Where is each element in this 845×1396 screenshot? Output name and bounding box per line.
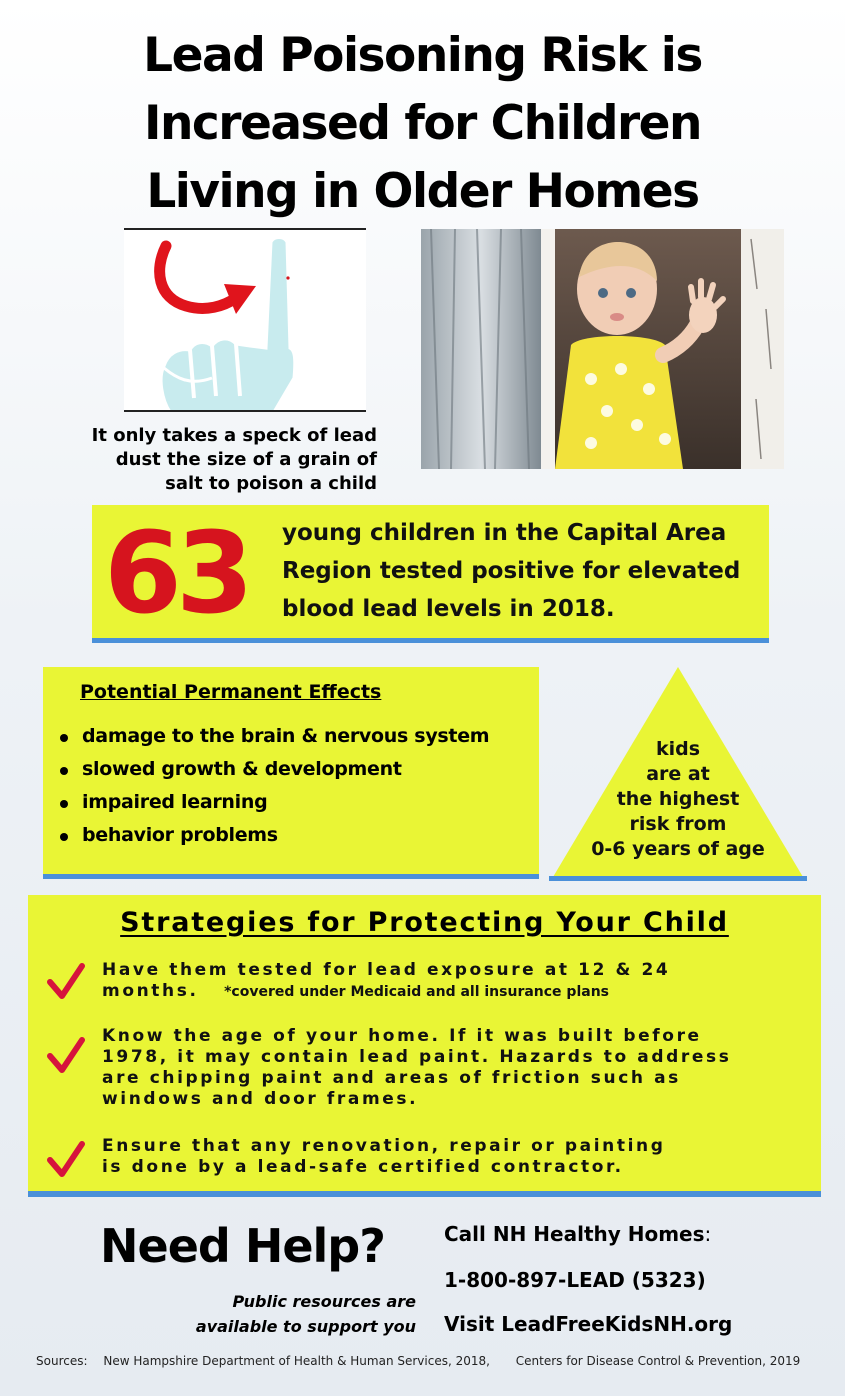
strategy-line: is done by a lead-safe certified contractor. <box>102 1157 624 1177</box>
strategy-item-contractor <box>102 1136 802 1178</box>
strategy-line: are chipping paint and areas of friction such as <box>102 1068 681 1088</box>
age-risk-line: are at <box>646 763 710 785</box>
sources-footer <box>36 1352 826 1370</box>
call-label-text: Call NH Healthy Homes <box>444 1222 705 1246</box>
age-risk-line: risk from <box>629 813 727 835</box>
strategies-title-text: Strategies for Protecting Your Child <box>120 907 729 938</box>
strategy-line: months. <box>102 981 199 1001</box>
age-risk-line: kids <box>655 738 701 760</box>
call-colon: : <box>704 1222 712 1246</box>
list-item: impaired learning <box>56 786 536 819</box>
public-note-line: Public resources are <box>232 1292 416 1311</box>
list-item: slowed growth & development <box>56 753 536 786</box>
strategy-line: windows and door frames. <box>102 1089 419 1109</box>
stat-description <box>282 514 762 628</box>
speck-caption-line: salt to poison a child <box>165 473 377 494</box>
page-title <box>30 22 815 226</box>
toddler-window-photo <box>421 229 784 469</box>
strategy-item-home-age <box>102 1026 814 1110</box>
title-line-1: Lead Poisoning Risk is <box>143 28 702 83</box>
website-link[interactable]: Visit LeadFreeKidsNH.org <box>444 1312 733 1336</box>
public-resources-note <box>150 1289 416 1339</box>
divider-line <box>124 228 366 230</box>
strategies-title <box>28 900 821 946</box>
toddler-photo-image <box>421 229 784 469</box>
pointing-finger-icon <box>124 228 366 412</box>
sources-label: Sources: <box>36 1354 88 1368</box>
age-risk-line: the highest <box>616 788 740 810</box>
speck-caption <box>40 424 377 496</box>
list-item: damage to the brain & nervous system <box>56 720 536 753</box>
stat-line: blood lead levels in 2018. <box>282 596 615 622</box>
checkmark-icon <box>46 1140 86 1180</box>
speck-caption-line: It only takes a speck of lead <box>91 425 377 446</box>
divider-line <box>124 410 366 412</box>
checkmark-icon <box>46 962 86 1002</box>
call-label <box>444 1221 824 1247</box>
phone-number[interactable]: 1-800-897-LEAD (5323) <box>444 1268 706 1292</box>
effects-title: Potential Permanent Effects <box>80 681 382 703</box>
stat-number: 63 <box>104 509 248 639</box>
need-help-heading: Need Help? <box>100 1219 385 1273</box>
list-item: behavior problems <box>56 819 536 852</box>
strategy-line: Know the age of your home. If it was built before <box>102 1026 702 1046</box>
stat-line: young children in the Capital Area <box>282 520 727 546</box>
insurance-note: *covered under Medicaid and all insurance plans <box>224 984 609 1000</box>
finger-illustration <box>124 228 366 412</box>
strategy-line: Have them tested for lead exposure at 12 & 24 <box>102 960 671 980</box>
age-risk-line: 0-6 years of age <box>591 838 765 860</box>
age-risk-text <box>560 737 796 862</box>
title-line-2: Increased for Children <box>143 96 702 151</box>
effects-list <box>56 720 536 852</box>
speck-caption-line: dust the size of a grain of <box>115 449 377 470</box>
stat-line: Region tested positive for elevated <box>282 558 741 584</box>
strategy-line: 1978, it may contain lead paint. Hazards to address <box>102 1047 732 1067</box>
title-line-3: Living in Older Homes <box>146 164 699 219</box>
strategy-item-testing <box>102 960 812 1003</box>
source-citation: New Hampshire Department of Health & Human Services, 2018, <box>103 1354 490 1368</box>
checkmark-icon <box>46 1036 86 1076</box>
public-note-line: available to support you <box>195 1317 416 1336</box>
source-citation: Centers for Disease Control & Prevention, 2019 <box>515 1354 801 1368</box>
strategy-line: Ensure that any renovation, repair or painting <box>102 1136 666 1156</box>
